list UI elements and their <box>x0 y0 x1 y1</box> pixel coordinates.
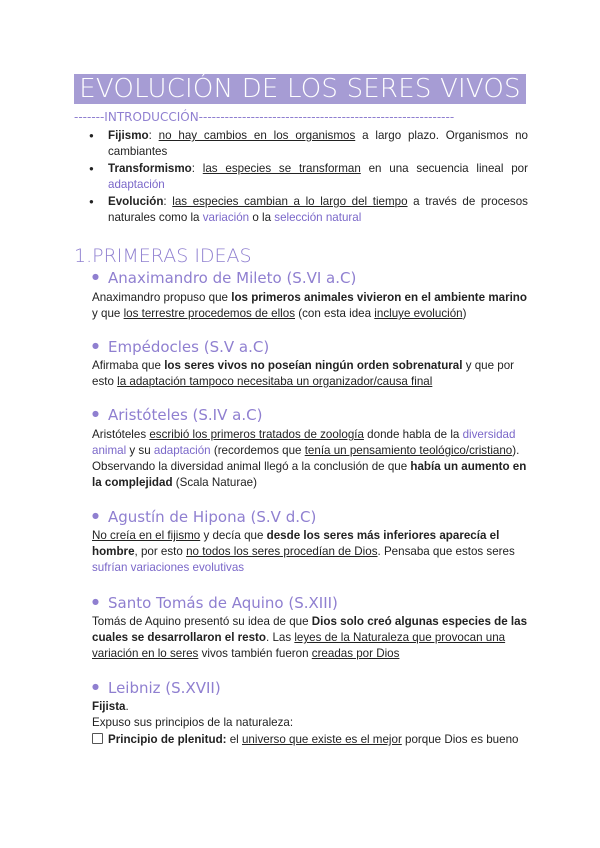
term: Evolución <box>108 195 164 208</box>
list-item: ● Fijismo: no hay cambios en los organismos a largo plazo. Organismos no cambiantes <box>88 128 528 160</box>
bullet-icon: ● <box>92 408 99 418</box>
paragraph: Aristóteles escribió los primeros tratados de zoología donde habla de la diversidad animal y su adaptación (recordemos que tenía un pensamiento teológico/cristiano). Observando la diversidad animal llegó a la conclusión de que había un aumento en la complejidad (Scala Naturae) <box>92 428 527 489</box>
bullet-icon: ● <box>92 596 99 606</box>
bullet-icon: ● <box>92 681 99 691</box>
list-item: ● Transformismo: las especies se transforman en una secuencia lineal por adaptación <box>88 161 528 193</box>
subsection-heading: ● Santo Tomás de Aquino (S.XIII) <box>92 593 338 614</box>
checklist-item: Principio de plenitud: el universo que existe es el mejor porque Dios es bueno <box>92 732 530 748</box>
subsection-heading: ● Agustín de Hipona (S.V d.C) <box>92 507 316 528</box>
subsection-heading: ● Empédocles (S.V a.C) <box>92 337 269 358</box>
term: Transformismo <box>108 162 192 175</box>
subsection-heading: ● Aristóteles (S.IV a.C) <box>92 405 262 426</box>
list-item: ● Evolución: las especies cambian a lo largo del tiempo a través de procesos naturales como la variación o la selección natural <box>88 194 528 226</box>
paragraph: Anaximandro propuso que los primeros animales vivieron en el ambiente marino y que los terrestre procedemos de ellos (con esta idea incluye evolución) <box>92 291 527 320</box>
intro-list <box>88 128 528 226</box>
term: Fijismo <box>108 129 149 142</box>
bullet-icon: ● <box>92 510 99 520</box>
subsection-heading: ● Anaximandro de Mileto (S.VI a.C) <box>92 268 356 289</box>
page-title: EVOLUCIÓN DE LOS SERES VIVOS <box>74 74 526 104</box>
paragraph: Fijista. Expuso sus principios de la naturaleza: <box>92 700 294 729</box>
paragraph: No creía en el fijismo y decía que desde los seres más inferiores aparecía el hombre, por esto no todos los seres procedían de Dios. Pensaba que estos seres sufrían variaciones evolutivas <box>92 529 515 574</box>
bullet-icon: ● <box>92 271 99 281</box>
intro-heading: -------INTRODUCCIÓN----------------------------------------------------------- <box>74 110 455 124</box>
checkbox[interactable] <box>92 733 103 744</box>
paragraph: Tomás de Aquino presentó su idea de que Dios solo creó algunas especies de las cuales se desarrollaron el resto. Las leyes de la Naturaleza que provocan una variación en lo seres vivos también fueron creadas por Dios <box>92 615 528 660</box>
subsection-heading: ● Leibniz (S.XVII) <box>92 678 221 699</box>
bullet-icon: ● <box>92 340 99 350</box>
section-heading: 1.PRIMERAS IDEAS <box>74 245 252 267</box>
paragraph: Afirmaba que los seres vivos no poseían ningún orden sobrenatural y que por esto la adaptación tampoco necesitaba un organizador/causa final <box>92 359 515 388</box>
